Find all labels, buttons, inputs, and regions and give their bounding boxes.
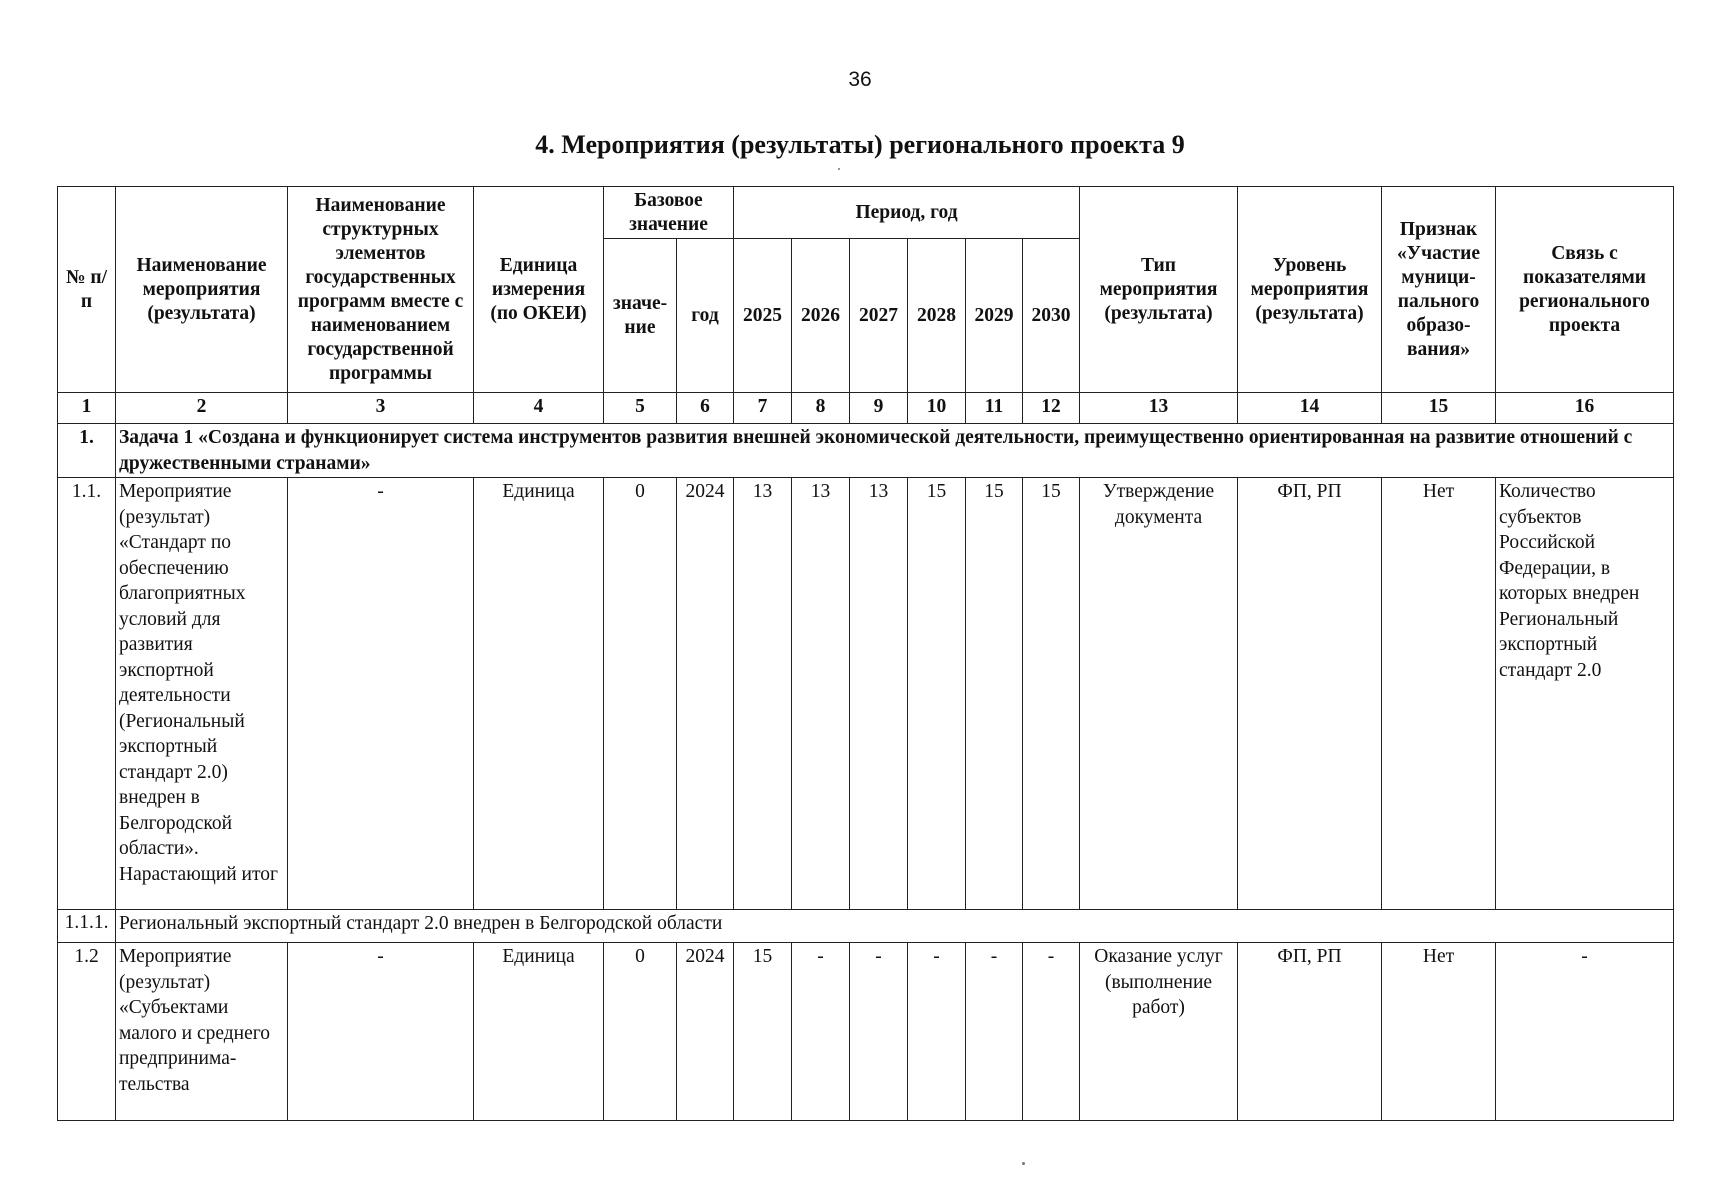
row-number: 1.1. — [58, 478, 116, 910]
task-number: 1. — [58, 424, 116, 478]
header-year: 2028 — [908, 239, 966, 393]
header-base-year: год — [677, 239, 734, 393]
table-row — [58, 943, 1674, 1121]
base-value-cell: 0 — [604, 478, 677, 910]
events-table — [57, 186, 1674, 1121]
event-type-cell: Оказание услуг (выполнение работ) — [1080, 943, 1238, 1121]
year-value-cell: - — [1023, 943, 1080, 1121]
year-value-cell: - — [850, 943, 908, 1121]
year-value-cell: 15 — [1023, 478, 1080, 910]
page-number: 36 — [848, 68, 872, 91]
year-value-cell: 15 — [908, 478, 966, 910]
base-value-cell: 0 — [604, 943, 677, 1121]
column-number: 5 — [604, 393, 677, 424]
year-value-cell: 13 — [792, 478, 850, 910]
column-number: 14 — [1238, 393, 1382, 424]
indicator-link-cell: Количество субъектов Российской Федерации, в которых внедрен Региональный экспортный стандарт 2.0 — [1496, 478, 1674, 910]
column-number: 7 — [734, 393, 792, 424]
municipal-sign-cell: Нет — [1382, 478, 1496, 910]
header-year: 2030 — [1023, 239, 1080, 393]
column-number: 10 — [908, 393, 966, 424]
column-number: 1 — [58, 393, 116, 424]
column-number: 12 — [1023, 393, 1080, 424]
column-number: 6 — [677, 393, 734, 424]
column-number: 13 — [1080, 393, 1238, 424]
header-num: № п/п — [58, 187, 116, 393]
year-value-cell: 13 — [734, 478, 792, 910]
sub-result-row — [58, 910, 1674, 943]
column-number-row — [58, 393, 1674, 424]
column-number: 2 — [116, 393, 288, 424]
struct-element: - — [288, 478, 474, 910]
scan-speck — [1022, 1162, 1025, 1165]
task-text: Задача 1 «Создана и функционирует система инструментов развития внешней экономической деятельности, преимущественно ориентированная на развитие отношений с дружественными странами» — [116, 424, 1674, 478]
column-number: 3 — [288, 393, 474, 424]
scan-speck — [838, 168, 840, 170]
task-row — [58, 424, 1674, 478]
indicator-link-cell: - — [1496, 943, 1674, 1121]
base-year-cell: 2024 — [677, 478, 734, 910]
header-name: Наименование мероприятия (результата) — [116, 187, 288, 393]
header-unit: Единица измерения (по ОКЕИ) — [474, 187, 604, 393]
column-number: 15 — [1382, 393, 1496, 424]
column-number: 11 — [966, 393, 1023, 424]
event-name: Мероприятие (результат) «Стандарт по обеспечению благоприятных условий для развития экспортной деятельности (Региональный экспортный стандарт 2.0) внедрен в Белгородской области». Нарастающий итог — [116, 478, 288, 910]
municipal-sign-cell: Нет — [1382, 943, 1496, 1121]
header-period-group: Период, год — [734, 187, 1080, 239]
unit-cell: Единица — [474, 478, 604, 910]
table-row — [58, 478, 1674, 910]
header-struct: Наименование структурных элементов государственных программ вместе с наименованием государственной программы — [288, 187, 474, 393]
header-year: 2026 — [792, 239, 850, 393]
sub-result-number: 1.1.1. — [58, 910, 116, 943]
year-value-cell: - — [792, 943, 850, 1121]
header-level: Уровень мероприятия (результата) — [1238, 187, 1382, 393]
event-level-cell: ФП, РП — [1238, 478, 1382, 910]
struct-element: - — [288, 943, 474, 1121]
column-number: 9 — [850, 393, 908, 424]
event-name: Мероприятие (результат) «Субъектами малого и среднего предпринима-тельства — [116, 943, 288, 1121]
header-year: 2025 — [734, 239, 792, 393]
page-title: 4. Мероприятия (результаты) регионального проекта 9 — [535, 130, 1185, 159]
base-year-cell: 2024 — [677, 943, 734, 1121]
header-base-group: Базовое значение — [604, 187, 734, 239]
header-year: 2027 — [850, 239, 908, 393]
header-year: 2029 — [966, 239, 1023, 393]
year-value-cell: - — [908, 943, 966, 1121]
year-value-cell: 15 — [966, 478, 1023, 910]
column-number: 4 — [474, 393, 604, 424]
year-value-cell: 13 — [850, 478, 908, 910]
event-type-cell: Утверждение документа — [1080, 478, 1238, 910]
column-number: 16 — [1496, 393, 1674, 424]
sub-result-text: Региональный экспортный стандарт 2.0 внедрен в Белгородской области — [116, 910, 1674, 943]
unit-cell: Единица — [474, 943, 604, 1121]
event-level-cell: ФП, РП — [1238, 943, 1382, 1121]
year-value-cell: - — [966, 943, 1023, 1121]
row-number: 1.2 — [58, 943, 116, 1121]
year-value-cell: 15 — [734, 943, 792, 1121]
column-number: 8 — [792, 393, 850, 424]
header-base-value: значе-ние — [604, 239, 677, 393]
header-type: Тип мероприятия (результата) — [1080, 187, 1238, 393]
header-sign: Признак «Участие муници-пального образо-вания» — [1382, 187, 1496, 393]
header-link: Связь с показателями регионального проекта — [1496, 187, 1674, 393]
